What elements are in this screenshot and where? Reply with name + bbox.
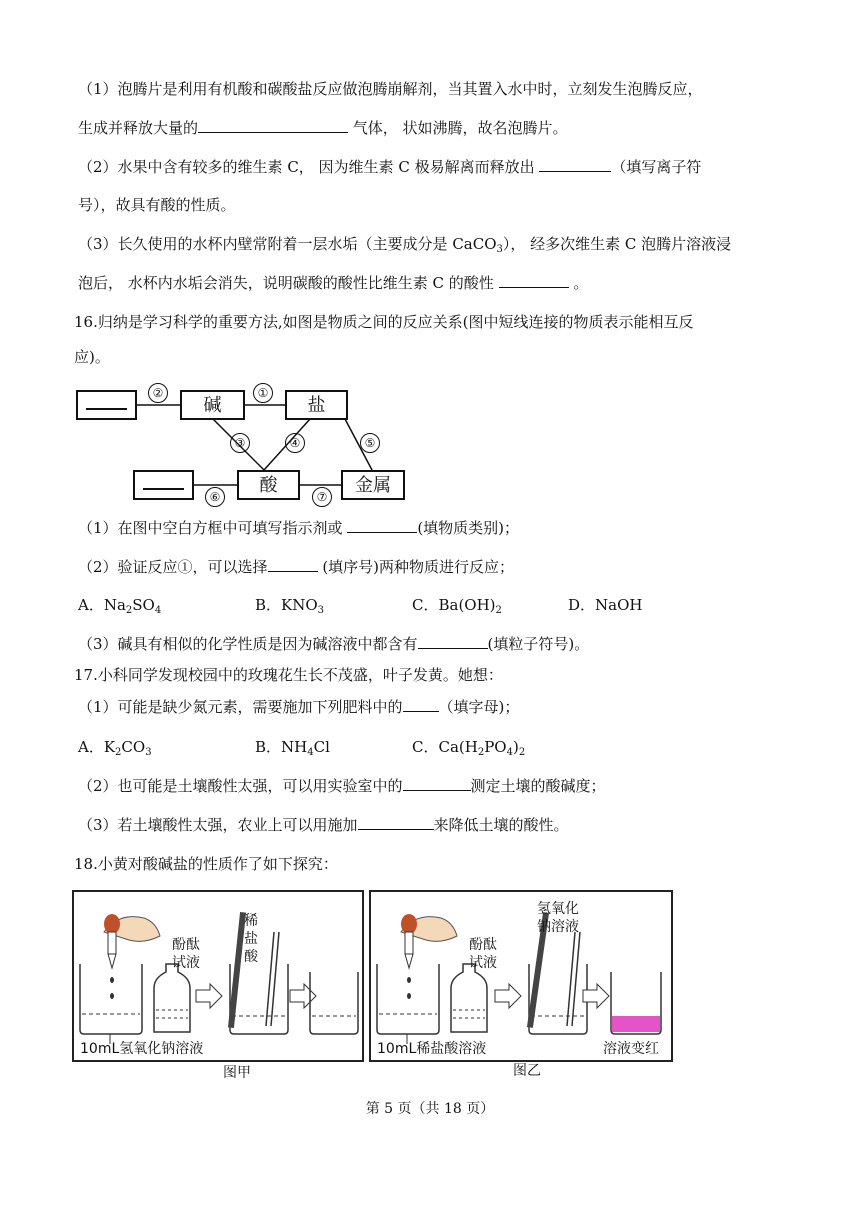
reaction-label-7: ⑦	[312, 487, 332, 507]
drop-icon	[110, 977, 114, 983]
bottle-icon	[154, 964, 190, 1032]
q17-part3: （3）若土壤酸性太强，农业上可以用施加 来降低土壤的酸性。	[78, 816, 569, 834]
q15-part2-line1: （2）水果中含有较多的维生素 C， 因为维生素 C 极易解离而释放出 （填写离子符	[78, 158, 702, 176]
q18-stem: 18.小黄对酸碱盐的性质作了如下探究：	[74, 855, 338, 873]
dropper-bulb-icon	[401, 914, 417, 934]
beaker-icon	[310, 972, 358, 1034]
q15-part3-line1: （3）长久使用的水杯内壁常附着一层水垢（主要成分是 CaCO$_3$）， 经多次维生素 C 泡腾片溶液浸	[78, 235, 732, 255]
blank-box-bottom[interactable]	[133, 470, 194, 500]
q16-part2: （2）验证反应①，可以选择 (填序号)两种物质进行反应；	[78, 558, 515, 576]
reaction-label-3: ③	[230, 433, 250, 453]
reaction-label-5: ⑤	[360, 433, 380, 453]
bottle-icon	[451, 964, 487, 1032]
figure-yi-caption: 图乙	[513, 1063, 541, 1079]
acid-label: 稀 盐 酸	[244, 913, 258, 965]
reaction-label-6: ⑥	[205, 487, 225, 507]
dropper-bulb-icon	[104, 914, 120, 934]
box-acid: 酸	[237, 470, 300, 500]
q17-option-c[interactable]: C．$Ca(H_2PO_4)_2$	[412, 738, 526, 758]
figure-jia-drawing	[74, 892, 362, 1060]
q16-option-d[interactable]: D．NaOH	[568, 596, 643, 614]
reaction-label-4: ④	[285, 433, 305, 453]
q16-option-a[interactable]: A．$Na_2SO_4$	[78, 596, 162, 616]
q16-option-b[interactable]: B．$KNO_3$	[255, 596, 325, 616]
arrow-icon	[196, 984, 222, 1008]
page-footer: 第 5 页（共 18 页）	[365, 1101, 495, 1117]
box-salt: 盐	[285, 390, 348, 420]
figure-yi-frame	[369, 890, 673, 1062]
indicator-label: 酚酞 试液	[172, 937, 200, 971]
q16-part3: （3）碱具有相似的化学性质是因为碱溶液中都含有 (填粒子符号)。	[78, 635, 590, 653]
answer-blank[interactable]	[403, 776, 471, 791]
indicator-label: 酚酞 试液	[469, 937, 497, 971]
q15-part1-line2: 生成并释放大量的 气体， 状如沸腾，故名泡腾片。	[78, 119, 568, 137]
answer-blank[interactable]	[268, 557, 318, 572]
q17-stem: 17.小科同学发现校园中的玫瑰花生长不茂盛，叶子发黄。她想：	[74, 666, 503, 684]
q17-part1: （1）可能是缺少氮元素，需要施加下列肥料中的 （填字母)；	[78, 698, 520, 716]
result-label: 溶液变红	[603, 1041, 659, 1057]
box-metal: 金属	[341, 470, 405, 500]
q17-option-a[interactable]: A．$K_2CO_3$	[78, 738, 152, 758]
q16-stem-line1: 16.归纳是学习科学的重要方法,如图是物质之间的反应关系(图中短线连接的物质表示能相互反	[74, 313, 694, 331]
dropper-tube-icon	[405, 932, 413, 954]
answer-blank[interactable]	[403, 697, 439, 712]
arrow-icon	[495, 984, 521, 1008]
q15-part3-line2: 泡后， 水杯内水垢会消失，说明碳酸的酸性比维生素 C 的酸性 。	[78, 274, 589, 292]
q17-option-b[interactable]: B．$NH_4Cl$	[255, 738, 330, 758]
figure-yi-drawing	[371, 892, 671, 1060]
answer-blank[interactable]	[418, 634, 488, 649]
beaker-icon	[80, 964, 142, 1034]
drop-icon	[407, 977, 411, 983]
reaction-label-1: ①	[253, 383, 273, 403]
q16-stem-line2: 应)。	[74, 348, 110, 366]
dropper-tube-icon	[108, 932, 116, 954]
beaker-icon	[377, 964, 439, 1034]
box-base: 碱	[180, 390, 245, 420]
beaker-label: 10mL稀盐酸溶液	[377, 1041, 487, 1057]
q16-option-c[interactable]: C．$Ba(OH)_2$	[412, 596, 502, 616]
arrow-icon	[290, 984, 316, 1008]
base-label: 氢氧化 钠溶液	[537, 901, 579, 935]
beaker-label: 10mL氢氧化钠溶液	[80, 1041, 204, 1057]
q15-part1-line1: （1）泡腾片是利用有机酸和碳酸盐反应做泡腾崩解剂，当其置入水中时，立刻发生泡腾反应，	[78, 80, 703, 98]
reaction-label-2: ②	[148, 383, 168, 403]
figure-jia-frame	[72, 890, 364, 1062]
q15-part2-line2: 号），故具有酸的性质。	[78, 196, 236, 214]
q17-part2: （2）也可能是土壤酸性太强，可以用实验室中的 测定土壤的酸碱度；	[78, 777, 606, 795]
answer-blank[interactable]	[358, 815, 434, 830]
q16-part1: （1）在图中空白方框中可填写指示剂或 (填物质类别)；	[78, 519, 520, 537]
red-solution	[612, 1016, 660, 1032]
blank-box-top[interactable]	[76, 390, 137, 420]
answer-blank[interactable]	[347, 518, 417, 533]
figure-jia-caption: 图甲	[223, 1065, 251, 1081]
